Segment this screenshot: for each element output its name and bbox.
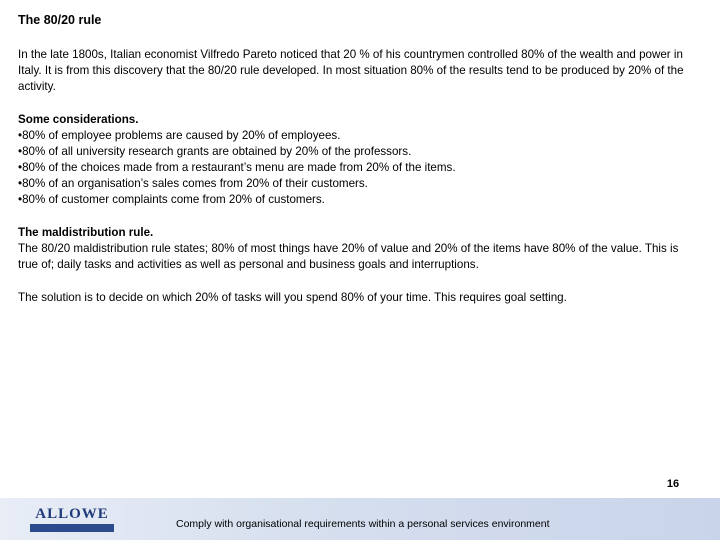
considerations-heading: Some considerations. [18, 113, 139, 126]
list-item: • 80% of customer complaints come from 20% of customers. [18, 192, 698, 208]
considerations-list [18, 128, 698, 208]
allowe-logo [30, 506, 114, 534]
page-title: The 80/20 rule [18, 13, 102, 27]
maldistribution-text: The 80/20 maldistribution rule states; 80% of most things have 20% of value and 20% of the items have 80% of the value. This is true of; daily tasks and activities as well as personal and business goals and interruptions. [18, 242, 679, 271]
footer-caption: Comply with organisational requirements within a personal services environment [176, 518, 550, 530]
page-number: 16 [666, 478, 680, 490]
list-item: • 80% of all university research grants are obtained by 20% of the professors. [18, 144, 698, 160]
intro-paragraph: In the late 1800s, Italian economist Vilfredo Pareto noticed that 20 % of his countrymen controlled 80% of the wealth and power in Italy. It is from this discovery that the 80/20 rule developed. In most situation 80% of the results tend to be produced by 20% of the activity. [18, 48, 684, 93]
considerations-section [18, 112, 698, 208]
slide-content [18, 12, 698, 323]
list-item: • 80% of employee problems are caused by 20% of employees. [18, 128, 698, 144]
maldistribution-section [18, 225, 698, 273]
list-item: • 80% of the choices made from a restaurant’s menu are made from 20% of the items. [18, 160, 698, 176]
maldistribution-heading: The maldistribution rule. [18, 226, 154, 239]
footer-bar [0, 498, 720, 540]
solution-paragraph: The solution is to decide on which 20% of tasks will you spend 80% of your time. This requires goal setting. [18, 291, 567, 304]
logo-underline [30, 524, 114, 532]
logo-text: ALLOWE [35, 506, 109, 522]
list-item: • 80% of an organisation’s sales comes from 20% of their customers. [18, 176, 698, 192]
